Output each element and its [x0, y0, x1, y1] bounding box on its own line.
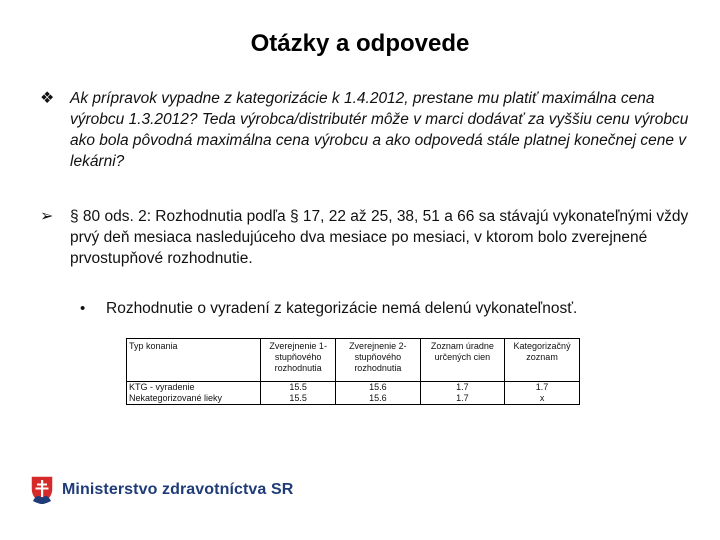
answer-text: § 80 ods. 2: Rozhodnutia podľa § 17, 22 až 25, 38, 51 a 66 sa stávajú vykonateľnými vždy prvý deň mesiaca nasledujúceho dva mesiace po mesiaci, v ktorom bolo zverejnené prvostupňové rozhodnutie. — [70, 208, 689, 267]
table-cell: 1.7 — [420, 382, 504, 394]
answer-bullet — [40, 206, 690, 269]
question-text: Ak prípravok vypadne z kategorizácie k 1.4.2012, prestane mu platiť maximálna cena výrobcu 1.3.2012? Teda výrobca/distributér môže v marci dodávať za vyššiu cenu výrobcu ako bola pôvodná maximálna cena výrobcu a ako odpovedá stále platnej konečnej cene v lekárni? — [70, 90, 689, 170]
slide-title: Otázky a odpovede — [250, 30, 470, 57]
sub-point — [80, 298, 680, 319]
table-header-row — [127, 339, 580, 382]
ministry-logo — [30, 473, 293, 507]
sub-point-text: Rozhodnutie o vyradení z kategorizácie nemá delenú vykonateľnosť. — [106, 300, 578, 317]
table-header-cell: Zverejnenie 1-stupňového rozhodnutia — [261, 339, 336, 382]
table-cell: 15.6 — [336, 382, 421, 394]
table-cell: 1.7 — [505, 382, 580, 394]
arrow-bullet-icon: ➢ — [40, 208, 54, 225]
diamond-bullet-icon: ❖ — [40, 90, 55, 107]
table-row — [127, 382, 580, 394]
table-header-cell: Zverejnenie 2-stupňového rozhodnutia — [336, 339, 421, 382]
table-cell: Nekategorizované lieky — [127, 393, 261, 405]
slovak-coat-of-arms-icon — [30, 475, 54, 505]
table-cell: KTG - vyradenie — [127, 382, 261, 394]
table-cell: 15.5 — [261, 393, 336, 405]
table-cell: 15.6 — [336, 393, 421, 405]
question-bullet — [40, 88, 690, 172]
ministry-name: Ministerstvo zdravotníctva SR — [62, 481, 294, 498]
table-header-cell: Zoznam úradne určených cien — [420, 339, 504, 382]
table-header-cell: Kategorizačný zoznam — [505, 339, 580, 382]
table-cell: 1.7 — [420, 393, 504, 405]
schedule-table — [126, 338, 580, 405]
table-cell: 15.5 — [261, 382, 336, 394]
table-row — [127, 393, 580, 405]
dot-bullet-icon: • — [80, 300, 86, 317]
table-cell: x — [505, 393, 580, 405]
table-header-cell: Typ konania — [127, 339, 261, 382]
